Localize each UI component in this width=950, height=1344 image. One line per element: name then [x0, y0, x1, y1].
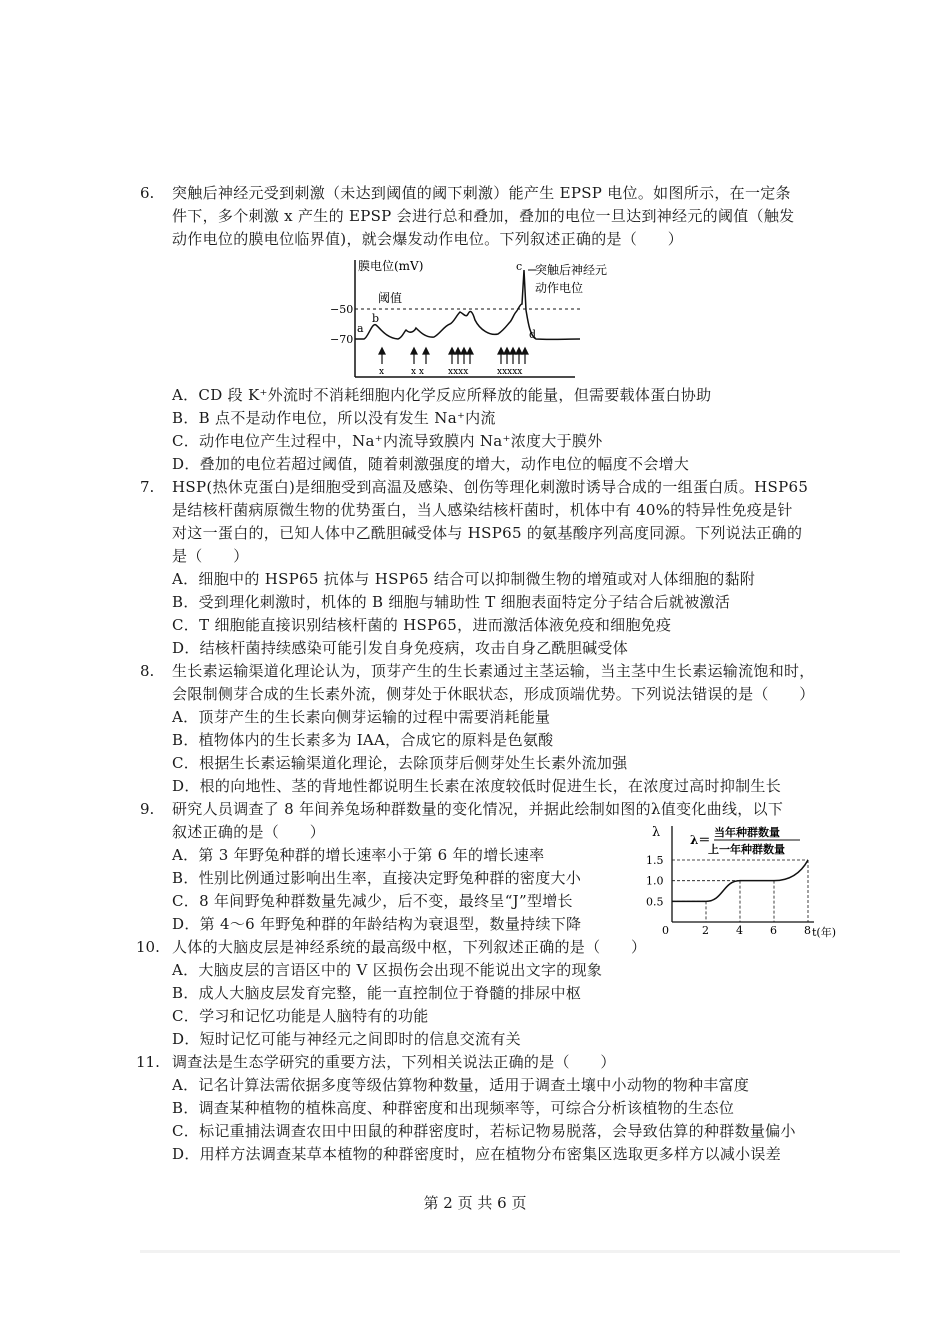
lambda-origin-label: 0 [662, 924, 669, 937]
lambda-y-tick-label: 1.5 [646, 854, 664, 867]
q8-stem-line-1: 生长素运输渠道化理论认为，顶芽产生的生长素通过主茎运输，当主茎中生长素运输流饱和时， [172, 662, 815, 680]
q6-stem-line-2: 件下，多个刺激 x 产生的 EPSP 会进行总和叠加，叠加的电位一旦达到神经元的阈值（触发 [172, 207, 795, 225]
q10-option-b: B．成人大脑皮层发育完整，能一直控制位于脊髓的排尿中枢 [172, 984, 582, 1002]
q7-option-a: A．细胞中的 HSP65 抗体与 HSP65 结合可以抑制微生物的增殖或对人体细胞的黏附 [172, 570, 756, 588]
q9-option-d: D．第 4～6 年野兔种群的年龄结构为衰退型，数量持续下降 [172, 915, 582, 933]
q6-stem-line-1: 突触后神经元受到刺激（未达到阈值的阈下刺激）能产生 EPSP 电位。如图所示，在一定条 [172, 184, 791, 202]
q8-option-c: C．根据生长素运输渠道化理论，去除顶芽后侧芽处生长素外流加强 [172, 754, 628, 772]
q9-option-a: A．第 3 年野兔种群的增长速率小于第 6 年的增长速率 [172, 846, 545, 864]
lambda-x-tick-label: 6 [770, 924, 777, 937]
q11-option-d: D．用样方法调查某草本植物的种群密度时，应在植物分布密集区选取更多样方以减小误差 [172, 1145, 782, 1163]
lambda-formula-denominator: 上一年种群数量 [708, 843, 785, 856]
lambda-formula-numerator: 当年种群数量 [714, 826, 780, 839]
q9-number: 9. [140, 800, 155, 818]
epsp-tick-minus50: −50 [330, 303, 354, 316]
epsp-stim-label-4: xxxxx [497, 367, 523, 377]
q11-number: 11. [136, 1053, 160, 1071]
lambda-y-tick-label: 1.0 [646, 874, 664, 888]
q7-option-c: C．T 细胞能直接识别结核杆菌的 HSP65，进而激活体液免疫和细胞免疫 [172, 616, 672, 634]
q9-option-c: C．8 年间野兔种群数量先减少，后不变，最终呈“J”型增长 [172, 892, 573, 910]
epsp-point-c: c [516, 260, 523, 273]
q10-option-a: A．大脑皮层的言语区中的 V 区损伤会出现不能说出文字的现象 [172, 961, 603, 979]
q6-option-b: B．B 点不是动作电位，所以没有发生 Na⁺内流 [172, 409, 496, 427]
q6-stem-line-3: 动作电位的膜电位临界值)，就会爆发动作电位。下列叙述正确的是（ ） [172, 230, 684, 248]
q8-option-d: D．根的向地性、茎的背地性都说明生长素在浓度较低时促进生长，在浓度过高时抑制生长 [172, 777, 782, 795]
lambda-ylabel: λ [652, 825, 661, 840]
q6-option-c: C．动作电位产生过程中，Na⁺内流导致膜内 Na⁺浓度大于膜外 [172, 432, 603, 450]
q11-option-c: C．标记重捕法调查农田中田鼠的种群密度时，若标记物易脱落，会导致估算的种群数量偏小 [172, 1122, 796, 1140]
lambda-y-tick-label: 0.5 [646, 895, 664, 909]
q7-stem-line-1: HSP(热休克蛋白)是细胞受到高温及感染、创伤等理化刺激时诱导合成的一组蛋白质。HSP65 [172, 478, 809, 496]
lambda-xlabel: t(年) [812, 926, 837, 939]
epsp-point-a: a [357, 322, 364, 335]
q8-option-b: B．植物体内的生长素多为 IAA，合成它的原料是色氨酸 [172, 731, 554, 749]
q7-number: 7. [140, 478, 155, 496]
epsp-stim-label-3: xxxx [448, 367, 469, 377]
epsp-threshold-label: 阈值 [378, 291, 403, 305]
lambda-x-tick-label: 4 [736, 924, 743, 937]
lambda-x-tick-label: 8 [804, 924, 811, 937]
lambda-chart [642, 820, 842, 940]
q10-option-c: C．学习和记忆功能是人脑特有的功能 [172, 1007, 429, 1025]
q8-stem-line-2: 会限制侧芽合成的生长素外流，侧芽处于休眠状态，形成顶端优势。下列说法错误的是（ ） [172, 685, 815, 703]
q10-option-d: D．短时记忆可能与神经元之间即时的信息交流有关 [172, 1030, 521, 1048]
epsp-annotation-line-2: 动作电位 [535, 281, 584, 295]
scan-divider [140, 1250, 900, 1253]
q9-stem-line-2: 叙述正确的是（ ） [172, 823, 326, 841]
lambda-formula-lhs: λ＝ [690, 833, 711, 847]
q11-option-a: A．记名计算法需依据多度等级估算物种数量，适用于调查土壤中小动物的物种丰富度 [172, 1076, 750, 1094]
q9-stem-line-1: 研究人员调查了 8 年间养兔场种群数量的变化情况，并据此绘制如图的λ值变化曲线，以下 [172, 800, 784, 818]
q7-option-b: B．受到理化刺激时，机体的 B 细胞与辅助性 T 细胞表面特定分子结合后就被激活 [172, 593, 731, 611]
q7-stem-line-3: 对这一蛋白的，已知人体中乙酰胆碱受体与 HSP65 的氨基酸序列高度同源。下列说法正确的 [172, 524, 803, 542]
q6-number: 6. [140, 184, 155, 202]
q11-stem-line-1: 调查法是生态学研究的重要方法，下列相关说法正确的是（ ） [172, 1053, 616, 1071]
page-footer: 第 2 页 共 6 页 [423, 1194, 527, 1212]
epsp-stim-label-1: x [379, 367, 385, 377]
epsp-annotation-line-1: 突触后神经元 [535, 263, 608, 277]
epsp-ylabel: 膜电位(mV) [358, 259, 424, 273]
q10-number: 10. [136, 938, 160, 956]
epsp-figure [330, 252, 630, 382]
q7-option-d: D．结核杆菌持续感染可能引发自身免疫病，攻击自身乙酰胆碱受体 [172, 639, 629, 657]
q7-stem-line-2: 是结核杆菌病原微生物的优势蛋白，当人感染结核杆菌时，机体中有 40%的特异性免疫是针 [172, 501, 793, 519]
q7-stem-line-4: 是（ ） [172, 547, 249, 565]
q8-number: 8. [140, 662, 155, 680]
q6-option-a: A．CD 段 K⁺外流时不消耗细胞内化学反应所释放的能量，但需要载体蛋白协助 [172, 386, 712, 404]
epsp-stimulus-arrows [379, 348, 528, 364]
q9-option-b: B．性别比例通过影响出生率，直接决定野兔种群的密度大小 [172, 869, 582, 887]
q6-option-d: D．叠加的电位若超过阈值，随着刺激强度的增大，动作电位的幅度不会增大 [172, 455, 690, 473]
lambda-x-tick-label: 2 [702, 924, 709, 937]
q8-option-a: A．顶芽产生的生长素向侧芽运输的过程中需要消耗能量 [172, 708, 551, 726]
q11-option-b: B．调查某种植物的植株高度、种群密度和出现频率等，可综合分析该植物的生态位 [172, 1099, 735, 1117]
epsp-stim-label-2: x x [411, 367, 425, 377]
epsp-tick-minus70: −70 [330, 333, 354, 346]
q10-stem-line-1: 人体的大脑皮层是神经系统的最高级中枢，下列叙述正确的是（ ） [172, 938, 647, 956]
epsp-point-b: b [372, 312, 380, 325]
epsp-point-d: d [529, 328, 537, 341]
